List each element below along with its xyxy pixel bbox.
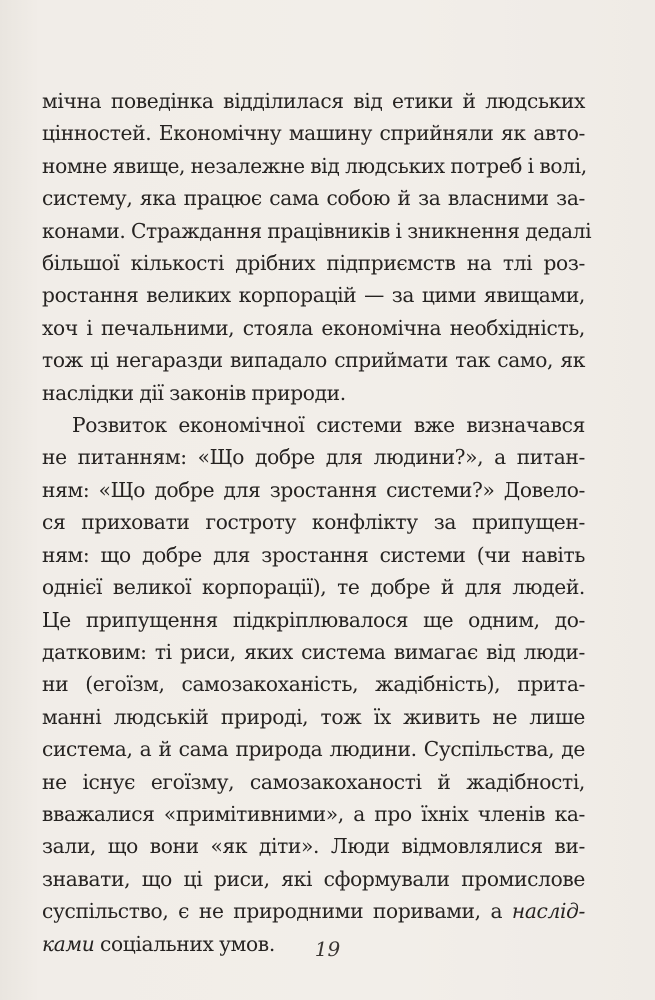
body-text [42, 85, 592, 960]
text-line [42, 895, 585, 927]
page-number: 19 [314, 937, 341, 961]
text-line: мічна поведінка відділилася від етики й людських [42, 89, 585, 113]
text-line: більшої кількості дрібних підприємств на тлі роз- [42, 251, 585, 276]
text-line: манні людській природі, тож їх живить не лише [42, 704, 585, 729]
text-line: систему, яка працює сама собою й за власними за- [42, 186, 585, 211]
text-run: суспільство, є не природними поривами, а [42, 899, 512, 924]
text-line: Розвиток економічної системи вже визначався [72, 413, 585, 438]
italic-text-run: ками [42, 931, 95, 956]
text-line: система, а й сама природа людини. Суспільства, де [42, 737, 585, 762]
text-line: хоч і печальними, стояла економічна необхідність, [42, 315, 585, 340]
text-line: тож ці негаразди випадало сприймати так само, як [42, 348, 585, 373]
text-line: не існує егоїзму, самозакоханості й жадібності, [42, 769, 585, 794]
text-line: не питанням: «Що добре для людини?», а питан- [42, 445, 585, 470]
italic-text-run: наслід- [511, 899, 585, 924]
text-line: номне явище, незалежне від людських потреб і волі, [42, 153, 587, 178]
text-line: датковим: ті риси, яких система вимагає від люди- [42, 639, 585, 664]
text-line: ся приховати гостроту конфлікту за припущен- [42, 510, 585, 535]
text-line: ни (егоїзм, самозакоханість, жадібність), прита- [42, 672, 585, 697]
text-line: ням: «Що добре для зростання системи?» Довело- [42, 477, 585, 502]
text-line: конами. Страждання працівників і зникнення дедалі [42, 218, 592, 243]
paragraph-2 [42, 409, 585, 960]
text-line: цінностей. Економічну машину сприйняли як авто- [42, 121, 585, 146]
text-line: Це припущення підкріплювалося ще одним, до- [42, 607, 585, 632]
text-line: ростання великих корпорацій — за цими явищами, [42, 283, 585, 308]
text-line: однієї великої корпорації), те добре й для людей. [42, 575, 585, 600]
text-line: зали, що вони «як діти». Люди відмовлялися ви- [42, 834, 585, 859]
text-line: вважалися «примітивними», а про їхніх членів ка- [42, 801, 585, 826]
text-line: ням: що добре для зростання системи (чи навіть [42, 542, 585, 567]
text-line: знавати, що ці риси, які сформували промислове [42, 866, 585, 891]
paragraph-1 [42, 85, 592, 409]
text-run: соціальних умов. [94, 931, 275, 956]
text-line: наслідки дії законів природи. [42, 380, 346, 405]
